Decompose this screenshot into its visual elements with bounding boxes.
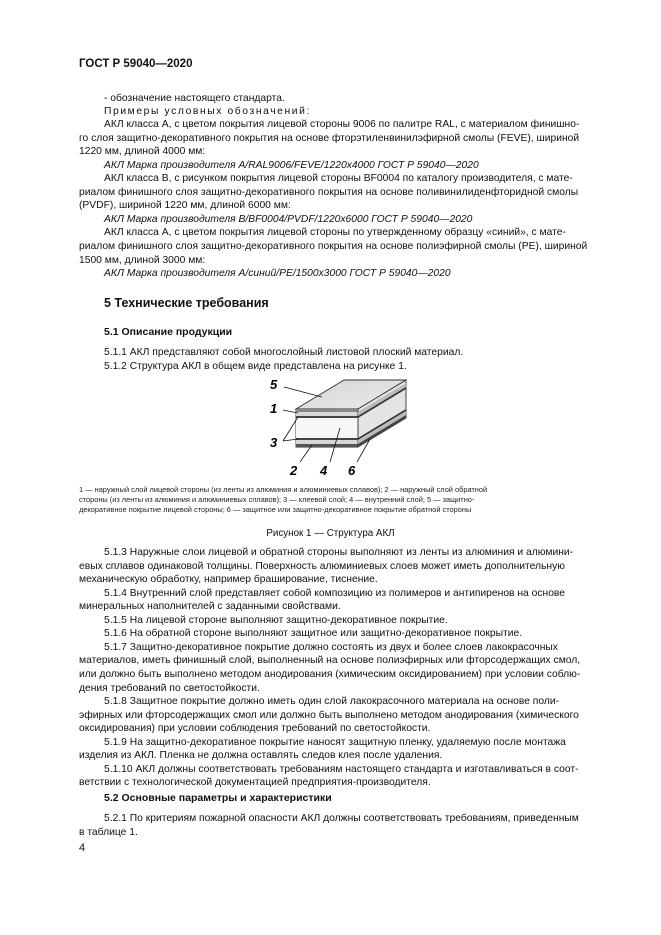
text-line: 5.1.10 АКЛ должны соответствовать требованиям настоящего стандарта и изготавливаться в соот-	[104, 763, 579, 775]
figure-label: 6	[348, 463, 356, 478]
examples-heading: Примеры условных обозначений:	[104, 106, 311, 117]
text-line: (PVDF), шириной 1220 мм, длиной 6000 мм:	[79, 200, 291, 212]
layer-outer-front	[296, 412, 358, 416]
text-line: го слоя защитно-декоративного покрытия на основе фторэтиленвинилэфирной смолы (FEVE), шириной	[79, 132, 580, 144]
figure-structure-diagram	[0, 372, 661, 482]
text-line: 5.1.8 Защитное покрытие должно иметь один слой лакокрасочного материала на основе поли-	[104, 696, 560, 708]
figure-caption-line: декоративное покрытие лицевой стороны; 6 — защитное или защитно-декоративное покрытие обратной стороны	[79, 505, 472, 514]
paragraph-5-1-2: 5.1.2 Структура АКЛ в общем виде представлена на рисунке 1.	[104, 361, 407, 372]
paragraph-5-1-1: 5.1.1 АКЛ представляют собой многослойный листовой плоский материал.	[104, 347, 464, 358]
figure-caption-line: стороны (из ленты из алюминия и алюминиевых сплавов); 3 — клеевой слой; 4 — внутренний слой; 5 — защитно-	[79, 495, 475, 504]
intro-line: - обозначение настоящего стандарта.	[104, 93, 285, 104]
figure-label: 5	[270, 377, 278, 392]
figure-label: 2	[290, 463, 298, 478]
figure-title: Рисунок 1 — Структура АКЛ	[266, 528, 395, 539]
text-line: или должно быть выполнено методом анодирования (химическим оксидированием) при условии соблю-	[79, 668, 581, 680]
text-line: 1500 мм, длиной 3000 мм:	[79, 254, 206, 266]
text-line: механическую обработку, например браширование, тиснение.	[79, 574, 378, 586]
text-line: 5.1.4 Внутренний слой представляет собой композицию из полимеров и антипиренов на основе	[104, 587, 566, 599]
section-5-title: 5 Технические требования	[104, 296, 269, 310]
page-number: 4	[79, 842, 86, 854]
layer-outer-back	[296, 440, 358, 444]
paragraph-5-2-1-cont: в таблице 1.	[79, 827, 138, 838]
text-line: 5.1.3 Наружные слои лицевой и обратной стороны выполняют из ленты из алюминия и алюмини-	[104, 547, 574, 558]
text-line: ветствии с технологической документацией предприятия-производителя.	[79, 777, 431, 789]
figure-label: 1	[270, 401, 278, 416]
layer-coating-front	[296, 409, 358, 412]
text-line: изделия из АКЛ. Пленка не должна оставлять следов клея после удаления.	[79, 750, 443, 762]
section-5-2-title: 5.2 Основные параметры и характеристики	[104, 792, 332, 804]
layer-adhesive-back	[296, 438, 358, 440]
figure-label: 4	[320, 463, 328, 478]
text-line: АКЛ класса А, с цветом покрытия лицевой стороны по утвержденному образцу «синий», с мате-	[104, 227, 566, 239]
text-line: евых сплавов одинаковой толщины. Поверхность алюминиевых слоев может иметь дополнительную	[79, 560, 565, 572]
text-line: эфирных или фторсодержащих смол или должно быть выполнено методом анодирования (химического	[79, 709, 579, 721]
text-line: дения требований по светостойкости.	[79, 682, 260, 694]
section-5-1-title: 5.1 Описание продукции	[104, 326, 233, 338]
text-line: оксидирования) при условии соблюдения требований по светостойкости.	[79, 723, 431, 735]
text-line: 5.1.7 Защитно-декоративное покрытие должно состоять из двух и более слоев лакокрасочных	[104, 641, 558, 653]
text-line: 5.1.6 На обратной стороне выполняют защитное или защитно-декоративное покрытие.	[104, 628, 523, 640]
text-line: АКЛ Марка производителя А/синий/PE/1500x3000 ГОСТ Р 59040—2020	[104, 268, 451, 280]
figure-caption-line: 1 — наружный слой лицевой стороны (из ленты из алюминия и алюминиевых сплавов); 2 — наружный слой обратной	[79, 485, 488, 494]
document-header: ГОСТ Р 59040—2020	[79, 58, 193, 70]
text-line: 5.1.9 На защитно-декоративное покрытие наносят защитную пленку, удаляемую после монтажа	[104, 736, 566, 748]
layer-coating-back	[296, 444, 358, 447]
text-line: АКЛ Марка производителя A/RAL9006/FEVE/1220x4000 ГОСТ Р 59040—2020	[104, 159, 479, 171]
layer-core	[296, 418, 358, 438]
text-line: 5.1.5 На лицевой стороне выполняют защитно-декоративное покрытие.	[104, 614, 448, 626]
text-line: риалом финишного слоя защитно-декоративного покрытия на основе полиэфирной смолы (PE), шириной	[79, 240, 588, 252]
text-line: риалом финишного слоя защитно-декоративного покрытия на основе поливинилиденфторидной смолы	[79, 186, 579, 198]
figure-label: 3	[270, 435, 278, 450]
text-line: минеральных наполнителей с заданными свойствами.	[79, 601, 341, 613]
text-line: АКЛ Марка производителя B/BF0004/PVDF/1220x6000 ГОСТ Р 59040—2020	[104, 213, 473, 225]
text-line: АКЛ класса А, с цветом покрытия лицевой стороны 9006 по палитре RAL, с материалом финишно-	[104, 119, 580, 130]
layer-adhesive-front	[296, 416, 358, 418]
text-line: АКЛ класса В, с рисунком покрытия лицевой стороны BF0004 по каталогу производителя, с мате-	[104, 173, 573, 185]
text-line: материалов, иметь финишный слой, выполненный на основе полиэфирных или фторсодержащих смол,	[79, 655, 581, 667]
paragraph-5-2-1: 5.2.1 По критериям пожарной опасности АКЛ должны соответствовать требованиям, приведенным	[104, 813, 579, 824]
text-line: 1220 мм, длиной 4000 мм:	[79, 146, 206, 158]
